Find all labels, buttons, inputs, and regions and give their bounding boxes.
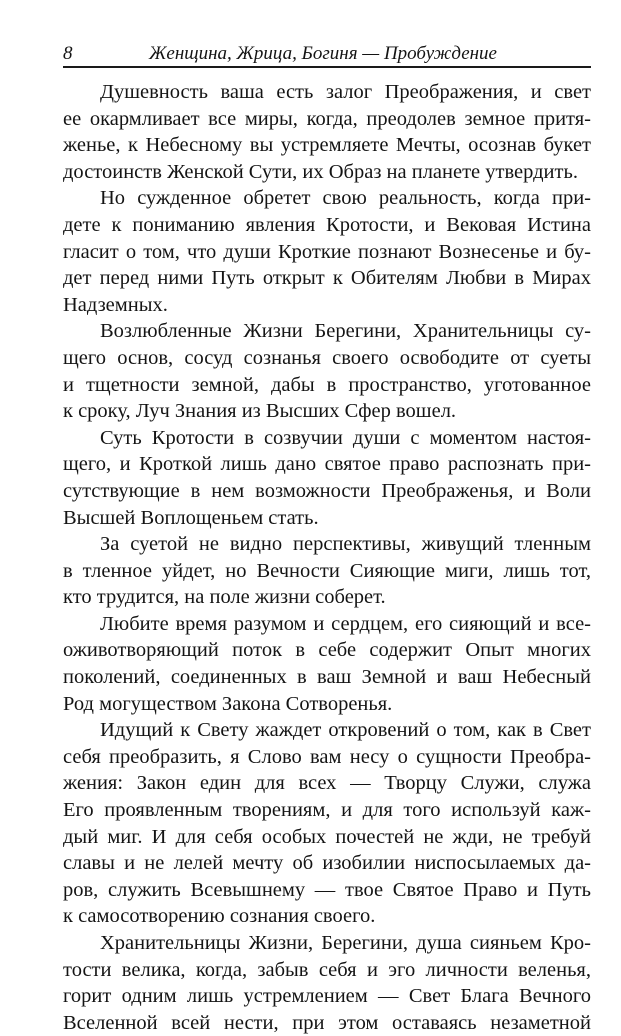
paragraph bbox=[63, 185, 591, 318]
text-line: к сроку, Луч Знания из Высших Сфер вошел. bbox=[63, 400, 457, 423]
text-line: гласит о том, что души Кроткие познают Вознесенье и бу- bbox=[63, 240, 591, 263]
paragraph bbox=[63, 531, 591, 611]
text-line: Но сужденное обретет свою реальность, когда при- bbox=[100, 187, 591, 210]
paragraph bbox=[63, 425, 591, 531]
text-line: горит одним лишь устремлением — Свет Блага Вечного bbox=[63, 985, 591, 1008]
text-line: поколений, соединенных в ваш Земной и ваш Небесный bbox=[63, 666, 591, 689]
text-line: славы и не лелей мечту об изобилии ниспосылаемых да- bbox=[63, 852, 591, 875]
paragraph bbox=[63, 611, 591, 717]
text-line: сутствующие в нем возможности Преображенья, и Воли bbox=[63, 479, 591, 502]
text-line: Его проявленным творениям, и для того используй каж- bbox=[63, 799, 591, 822]
text-line: жения: Закон един для всех — Творцу Служи, служа bbox=[63, 772, 591, 795]
running-title: Женщина, Жрица, Богиня — Пробуждение bbox=[149, 43, 497, 64]
text-line: Идущий к Свету жаждет откровений о том, как в Свет bbox=[100, 719, 591, 742]
text-line: дет перед ними Путь открыт к Обителям Любви в Мирах bbox=[63, 267, 591, 290]
text-line: и тщетности земной, дабы в пространство, уготованное bbox=[63, 373, 591, 396]
text-line: щего основ, сосуд сознанья своего освободите от суеты bbox=[63, 346, 591, 369]
text-line: достоинств Женской Сути, их Образ на планете утвердить. bbox=[63, 160, 578, 183]
text-line: кто трудится, на поле жизни соберет. bbox=[63, 586, 386, 609]
text-line: себя преобразить, я Слово вам несу о сущности Преобра- bbox=[63, 745, 591, 768]
paragraph bbox=[63, 318, 591, 424]
text-line: За суетой не видно перспективы, живущий тленным bbox=[100, 533, 591, 556]
text-line: Род могуществом Закона Сотворенья. bbox=[63, 692, 393, 715]
paragraph bbox=[63, 930, 591, 1036]
paragraph bbox=[63, 79, 591, 185]
text-line: оживотворяющий поток в себе содержит Опыт многих bbox=[63, 639, 591, 662]
body-text bbox=[63, 79, 591, 1036]
text-line: Хранительницы Жизни, Берегини, душа сияньем Кро- bbox=[100, 932, 591, 954]
text-line: ров, служить Всевышнему — твое Святое Право и Путь bbox=[63, 878, 591, 901]
text-line: женье, к Небесному вы устремляете Мечты, осознав букет bbox=[63, 134, 591, 157]
text-line: к самосотворению сознания своего. bbox=[63, 905, 376, 928]
page-number: 8 bbox=[63, 43, 73, 64]
paragraph bbox=[63, 717, 591, 930]
header-rule bbox=[63, 66, 591, 68]
text-line: дый миг. И для себя особых почестей не жди, не требуй bbox=[63, 825, 591, 848]
text-line: Возлюбленные Жизни Берегини, Хранительницы су- bbox=[100, 320, 591, 343]
text-line: тости велика, когда, забыв себя и эго личности веленья, bbox=[63, 958, 591, 981]
text-line: Любите время разумом и сердцем, его сияющий и все- bbox=[100, 612, 591, 635]
text-line: в тленное уйдет, но Вечности Сияющие миги, лишь тот, bbox=[63, 559, 591, 582]
running-head bbox=[63, 38, 591, 66]
text-line: Надземных. bbox=[63, 293, 168, 316]
text-line: Высшей Воплощеньем стать. bbox=[63, 506, 319, 529]
text-line: щего, и Кроткой лишь дано святое право распознать при- bbox=[63, 453, 591, 476]
text-line: Вселенной всей нести, при этом оставаясь незаметной bbox=[63, 1011, 591, 1034]
text-line: ее окармливает все миры, когда, преодолев земное притя- bbox=[63, 107, 591, 130]
text-line: Душевность ваша есть залог Преображения, и свет bbox=[100, 81, 591, 103]
text-line: Суть Кротости в созвучии души с моментом настоя- bbox=[100, 426, 591, 449]
text-line: дете к пониманию явления Кротости, и Вековая Истина bbox=[63, 213, 591, 236]
